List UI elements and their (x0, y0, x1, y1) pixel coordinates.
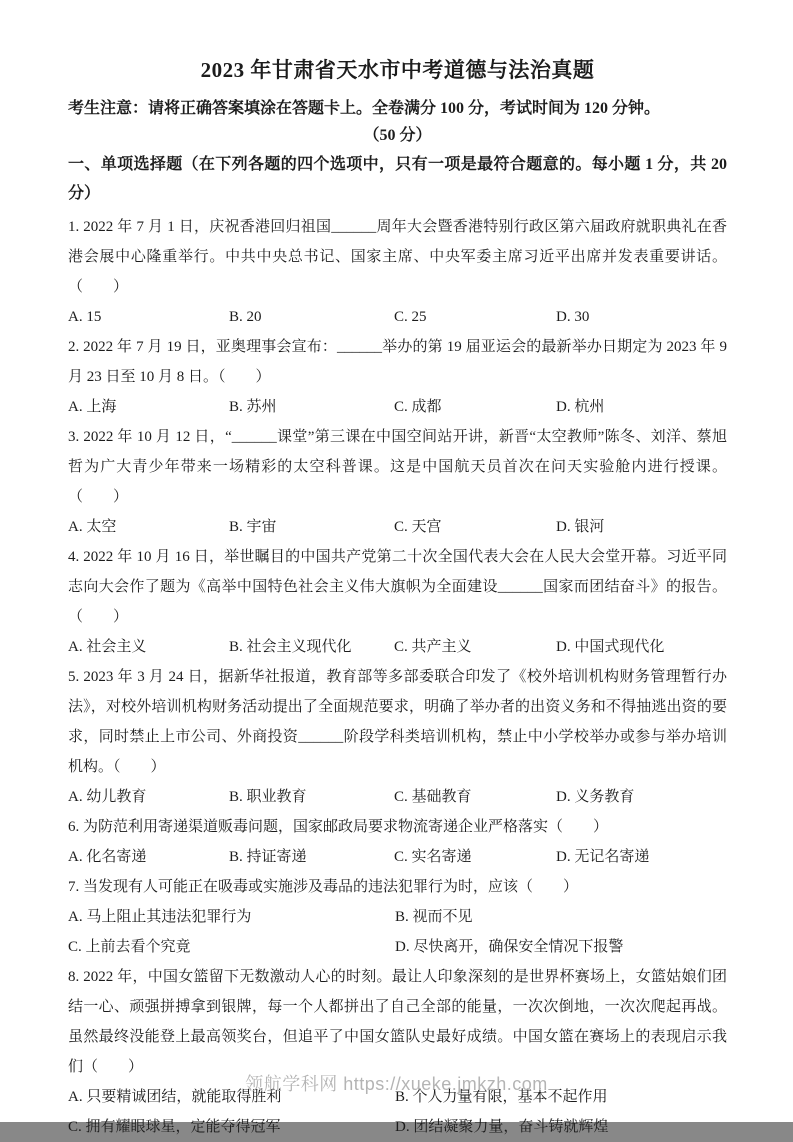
option-c: C. 实名寄递 (394, 849, 472, 865)
score-note: （50 分） (363, 127, 432, 144)
option-a: A. 社会主义 (68, 639, 147, 655)
option-b: B. 20 (229, 309, 262, 325)
question-stem: 6. 为防范利用寄递渠道贩毒问题，国家邮政局要求物流寄递企业严格落实（ ） (68, 819, 609, 835)
option-a: A. 化名寄递 (68, 849, 147, 865)
option-a: A. 上海 (68, 399, 117, 415)
question-options (68, 632, 727, 662)
option-b: B. 宇宙 (229, 519, 277, 535)
option-c: C. 天宫 (394, 519, 442, 535)
question-options (68, 512, 727, 542)
option-a: A. 幼儿教育 (68, 789, 147, 805)
question-list (68, 212, 727, 1142)
option-c: C. 25 (394, 309, 427, 325)
option-b: B. 职业教育 (229, 789, 307, 805)
option-d: D. 团结凝聚力量，奋斗铸就辉煌 (395, 1119, 609, 1135)
option-d: D. 30 (556, 309, 590, 325)
question-8 (68, 962, 727, 1142)
option-d: D. 尽快离开，确保安全情况下报警 (395, 939, 624, 955)
page-title: 2023 年甘肃省天水市中考道德与法治真题 (200, 58, 595, 82)
option-c: C. 拥有耀眼球星，定能夺得冠军 (68, 1119, 281, 1135)
question-options (68, 302, 727, 332)
question-stem: 3. 2022 年 10 月 12 日，“______课堂”第三课在中国空间站开讲，新晋“太空教师”陈冬、刘洋、蔡旭哲为广大青少年带来一场精彩的太空科普课。这是中国航天员首次在问天实验舱内进行授课。（ ） (68, 429, 727, 505)
question-5 (68, 662, 727, 812)
option-c: C. 基础教育 (394, 789, 472, 805)
question-7 (68, 872, 727, 962)
question-stem: 8. 2022 年，中国女篮留下无数激动人心的时刻。最让人印象深刻的是世界杯赛场上，女篮姑娘们团结一心、顽强拼搏拿到银牌，每一个人都拼出了自己全部的能量，一次次倒地，一次次爬起再战。虽然最终没能登上最高领奖台，但追平了中国女篮队史最好成绩。中国女篮在赛场上的表现启示我们（ ） (68, 969, 727, 1075)
question-options (68, 842, 727, 872)
option-c: C. 共产主义 (394, 639, 472, 655)
question-options (68, 902, 727, 962)
option-b: B. 个人力量有限，基本不起作用 (395, 1089, 608, 1105)
option-a: A. 马上阻止其违法犯罪行为 (68, 909, 252, 925)
option-d: D. 无记名寄递 (556, 849, 650, 865)
option-d: D. 义务教育 (556, 789, 635, 805)
question-4 (68, 542, 727, 662)
option-a: A. 只要精诚团结，就能取得胜利 (68, 1089, 282, 1105)
question-1 (68, 212, 727, 332)
option-c: C. 成都 (394, 399, 442, 415)
question-stem: 7. 当发现有人可能正在吸毒或实施涉及毒品的违法犯罪行为时，应该（ ） (68, 879, 579, 895)
option-d: D. 杭州 (556, 399, 605, 415)
option-b: B. 视而不见 (395, 909, 473, 925)
question-stem: 2. 2022 年 7 月 19 日，亚奥理事会宣布：______举办的第 19 届亚运会的最新举办日期定为 2023 年 9 月 23 日至 10 月 8 日。（ ） (68, 339, 727, 385)
option-a: A. 太空 (68, 519, 117, 535)
question-2 (68, 332, 727, 422)
option-b: B. 苏州 (229, 399, 277, 415)
watermark-text: 领航学科网 https://xueke.jmkzh.com (245, 1074, 548, 1094)
option-c: C. 上前去看个究竟 (68, 939, 191, 955)
question-stem: 1. 2022 年 7 月 1 日，庆祝香港回归祖国______周年大会暨香港特别行政区第六届政府就职典礼在香港会展中心隆重举行。中共中央总书记、国家主席、中央军委主席习近平出席并发表重要讲话。（ ） (68, 219, 727, 295)
option-d: D. 中国式现代化 (556, 639, 665, 655)
option-d: D. 银河 (556, 519, 605, 535)
section-heading: 一、单项选择题（在下列各题的四个选项中，只有一项是最符合题意的。每小题 1 分，共 20 分） (68, 156, 727, 202)
option-a: A. 15 (68, 309, 102, 325)
question-6 (68, 812, 727, 872)
question-stem: 4. 2022 年 10 月 16 日，举世瞩目的中国共产党第二十次全国代表大会在人民大会堂开幕。习近平同志向大会作了题为《高举中国特色社会主义伟大旗帜为全面建设______国家而团结奋斗》的报告。（ ） (68, 549, 727, 625)
question-3 (68, 422, 727, 542)
option-b: B. 社会主义现代化 (229, 639, 352, 655)
candidate-notice: 考生注意：请将正确答案填涂在答题卡上。全卷满分 100 分，考试时间为 120 分钟。 (68, 100, 661, 117)
question-options (68, 392, 727, 422)
question-options (68, 782, 727, 812)
option-b: B. 持证寄递 (229, 849, 307, 865)
question-stem: 5. 2023 年 3 月 24 日，据新华社报道，教育部等多部委联合印发了《校外培训机构财务管理暂行办法》，对校外培训机构财务活动提出了全面规范要求，明确了举办者的出资义务和不得抽逃出资的要求，同时禁止上市公司、外商投资______阶段学科类培训机构，禁止中小学校举办或参与举办培训机构。（ ） (68, 669, 727, 775)
